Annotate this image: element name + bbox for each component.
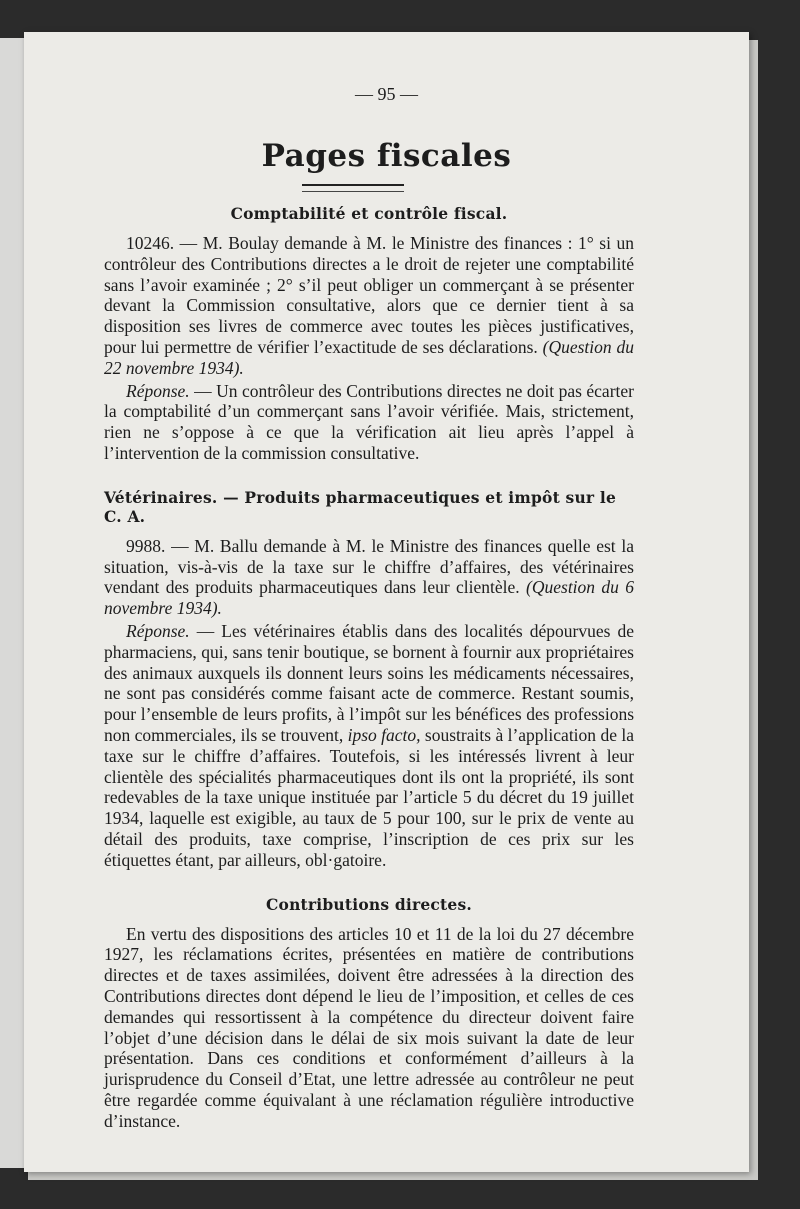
answer-text-part1: — Les vétérinaires établis dans des localités dépourvues de pharmaciens, qui, sans tenir boutique, se bornent à fournir aux propriétaires des animaux auxquels ils donnent leurs soins les médicaments nécessaires, ne sont pas considérés comme faisant acte de commerce. Restant soumis, pour l’ensemble de leurs profits, à l’impôt sur les bénéfices des professions non commerciales, ils se trouvent, <box>104 620 634 745</box>
question-text: 9988. — M. Ballu demande à M. le Ministre des finances quelle est la situation, vis-à-vis de la taxe sur le chiffre d’affaires, des vétérinaires vendant des produits pharmaceutiques dans leur clientèle. <box>104 535 634 598</box>
answer-text: — Un contrôleur des Contributions directes ne doit pas écarter la comptabilité d’un commerçant sans l’avoir vérifiée. Mais, strictement, rien ne s’oppose à ce que la vérification ait lieu après l’appel à l’intervention de la commission consultative. <box>104 380 634 463</box>
answer-label: Réponse. <box>126 380 190 401</box>
answer-paragraph <box>104 381 634 464</box>
section-comptabilite <box>104 204 634 464</box>
section-heading: Contributions directes. <box>266 894 472 914</box>
answer-text-part2: soustraits à l’application de la taxe sur le chiffre d’affaires. Toutefois, si les intéressés livrent à leur clientèle des spécialités pharmaceutiques dont ils ont la propriété, ils sont redevables de la taxe unique instituée par l’article 5 du décret du 19 juillet 1934, laquelle est exigible, au taux de 5 pour 100, sur le prix de vente au détail des produits, taxe comprise, l’inscription de ces prix sur les étiquettes étant, par ailleurs, obl·gatoire. <box>104 724 634 870</box>
question-reference: (Question du 6 novembre 1934). <box>104 577 634 619</box>
question-paragraph <box>104 536 634 619</box>
section-contributions <box>104 895 634 1132</box>
section-heading: Vétérinaires. — Produits pharmaceutiques et impôt sur le C. A. <box>104 487 617 526</box>
answer-label: Réponse. <box>126 620 190 641</box>
question-text: 10246. — M. Boulay demande à M. le Ministre des finances : 1° si un contrôleur des Contributions directes a le droit de rejeter une comptabilité sans l’avoir examinée ; 2° s’il peut obliger un commerçant à se présenter devant la Commission consultative, alors que ce dernier tient à sa disposition ses livres de commerce avec toutes les pièces justificatives, pour lui permettre de vérifier l’exactitude de ses déclarations. <box>104 233 634 357</box>
body-paragraph: En vertu des dispositions des articles 10 et 11 de la loi du 27 décembre 1927, les réclamations écrites, présentées en matière de contributions directes et de taxes assimilées, doivent être adressées à la direction des Contributions directes dont dépend le lieu de l’imposition, et celles de ces demandes qui ressortissent à la compétence du directeur doivent faire l’objet d’une décision dans le délai de six mois suivant la date de leur présentation. Dans ces conditions et conformément d’ailleurs à la jurisprudence du Conseil d’Etat, une lettre adressée au contrôleur ne peut être regardée comme équivalant à une réclamation régulière introductive d’instance. <box>104 923 634 1131</box>
page-title: Pages fiscales <box>261 138 512 174</box>
section-heading: Comptabilité et contrôle fiscal. <box>230 204 508 223</box>
page-number: — 95 — <box>355 84 418 104</box>
page-content <box>104 204 634 1131</box>
answer-italic-phrase: ipso facto, <box>347 724 421 745</box>
title-rule <box>302 184 404 192</box>
question-paragraph <box>104 233 634 379</box>
document-page <box>24 32 749 1172</box>
question-reference: (Question du 22 novembre 1934). <box>104 336 634 378</box>
answer-paragraph <box>104 621 634 871</box>
previous-page-edge <box>0 38 25 1168</box>
section-veterinaires <box>104 488 634 871</box>
